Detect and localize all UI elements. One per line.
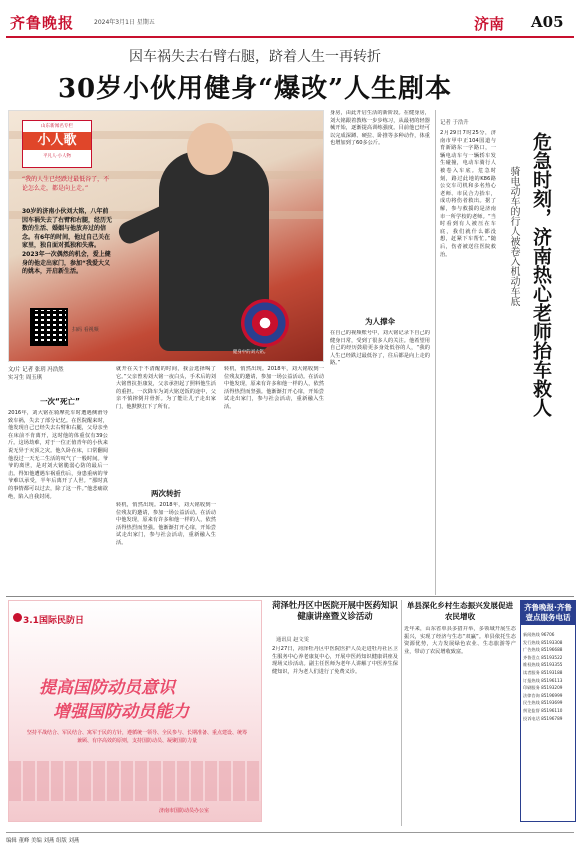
main-column-3b: 转机，悄然出现。2018年，刘大铭收到一位残友的邀请，参加一场公益活动。在活动中他发现，原来有许多和他一样的人，依然活得热烈而坚强。他渐渐打开心扉，开始尝试走出家门，参与社会活动，重新融入生活。 — [224, 366, 324, 410]
right-byline: 记者 于浩升 — [440, 120, 469, 126]
service-item: 民生热线 85193699 — [523, 700, 563, 706]
service-item: 齐鲁壹点 85193522 — [523, 654, 563, 660]
masthead — [6, 4, 574, 38]
main-byline: 文/片 记者 张玥 冯浩然 实习生 周玉琪 — [8, 367, 64, 381]
service-phone-list — [523, 631, 575, 722]
badge-subtitle: 平凡人·小人物 — [43, 154, 71, 159]
newspaper-logo: 齐鲁晚报 — [10, 14, 75, 32]
mid-column-text: 2月27日，菏泽牡丹区中医院医护人员走进牡丹社区卫生服务中心养老康复中心，开展中医药知识健康讲座及现场义诊活动。副主任医师为老年人讲解了中医养生保健知识，并为老人们进行了免费义诊。 — [272, 646, 398, 675]
service-phone-box — [520, 600, 576, 822]
service-item: 发行热线 85193308 — [523, 639, 563, 645]
main-column-1: 2016年，刘大铭在骑摩托车时遭遇侧滑导致车祸，失去了部分记忆。在医院醒来时，他发现自己已经失去右臂和右腿，父母亲坐在床前不肯离开，这时他的体重仅有39公斤。这场劫难，对于一位正值青年的小伙来说无异于灭顶之灾。他久卧在床，口常翻阅他没过一天无二生活的叹气了一般时间。爷爷的离世，是对刘大铭脆弱心防的最后一击。得知他遭遇车祸重伤后，身患重病的爷爷难以承受，半年后离开了人世。“那时真的事情都可以过去，除了这一件。”他悲痛欲绝，陷入自我封闭。 — [8, 410, 108, 500]
service-item: 广告热线 85196688 — [523, 647, 563, 653]
right-headline: 危急时刻，济南热心老师抬车救人 — [530, 132, 552, 417]
qr-code-icon[interactable] — [30, 308, 68, 346]
civil-defense-ad — [8, 600, 262, 822]
subhead-turning-points: 两次转折 — [151, 489, 181, 498]
column-divider — [401, 600, 402, 826]
page-footer: 编辑 董峰 美编 刘燕 组版 刘燕 — [6, 832, 574, 844]
dumbbell-plate-icon — [241, 299, 289, 347]
service-item: 投诉电话 85196789 — [523, 715, 563, 721]
ad-body: 坚持平战结合、军民结合、寓军于民的方针，遵循统一领导、全民参与、长期准备、重点建设、统筹兼顾、有序高效的原则，支持国防动员、凝聚国防力量 — [27, 730, 248, 744]
ad-slogan-1: 提高国防动员意识 — [39, 678, 175, 698]
main-column-4: 身房，由此开启生活的新阶段。在健身房，刘大铭跟着教练一步步练习，从最初的轻器械开始，逐渐提高训练强度。目前他已经可以完成深蹲、硬拉、卧推等多种动作，体重也增加到了60多公斤。 — [330, 110, 430, 147]
main-column-2: 就开在关于不清醒的时间，我会选择喝了它。”父亲曾劝刘大铭一夜白头，手术后的刘大铭曾抗拒康复，父亲承担起了照料他生活的重担。一次降车为刘大铭送饭的途中，父亲不慎摔倒并骨折。为了能让儿子走出家门，他默默扛下了所有。 — [116, 366, 216, 410]
pull-quote: “我的人生已经跌过最低谷了，不论怎么走，都是向上走。” — [22, 176, 110, 192]
ad-slogan-2: 增强国防动员能力 — [53, 702, 189, 722]
main-column-5: 在自己的视频账号中，刘大铭记录下自己的健身日常，受到了很多人的关注。他希望用自己的经历鼓励更多身处低谷的人，“我的人生已经跌过最低谷了，往后都是向上走的路。” — [330, 330, 430, 367]
service-item: 印刷服务 85193209 — [523, 685, 563, 691]
side-column-text: 近年来，山东省单县多措并举，多领域开展生态振兴，实现了经济与生态“双赢”。单县依托生态资源优势，大力发展绿色农业、生态旅游等产业，带动了农民增收致富。 — [404, 626, 516, 655]
service-item: 舆论监督 85196110 — [523, 707, 563, 713]
side-headline: 单县深化乡村生态振兴发展促进农民增收 — [406, 601, 514, 621]
section-name: 济南 — [474, 15, 505, 33]
service-box-title: 齐鲁晚报·齐鲁壹点服务电话 — [521, 601, 575, 625]
right-column-text: 2月29日7时25分，济南市甲中正104国道与育新路东一字路口，一辆电动车与一辆轿车发生碰撞，电动车骑行人被卷入车底。危急时刻，路过此地的K86路公交车司机和多名热心老师、市民合力抬车，成功将伤者救出。据了解，参与救援的是济南市一所学校的老师。“当时看到有人被压在车底，我们就什么都没想，赶紧下车帮忙。”随后，伤者被送往医院救治。 — [440, 130, 496, 258]
service-item: 读者服务 85193188 — [523, 669, 563, 675]
photo-person-head — [187, 123, 233, 175]
page-number: A05 — [531, 13, 564, 31]
main-kicker: 因车祸失去右臂右腿，跻着人生一再转折 — [129, 49, 381, 65]
qr-label: 扫码 看视频 — [72, 327, 99, 333]
column-badge — [22, 120, 92, 168]
section-divider — [6, 596, 574, 597]
service-item: 维权热线 85193355 — [523, 662, 563, 668]
subhead-umbrella: 为人撑伞 — [365, 317, 395, 326]
badge-title: 小人歌 — [23, 132, 91, 150]
mid-headline: 菏泽牡丹区中医院开展中医药知识健康讲座暨义诊活动 — [272, 600, 398, 621]
ad-dot-icon — [13, 613, 22, 622]
badge-top-label: 山东新闻名专栏 — [40, 124, 74, 129]
service-item: 订报热线 85196113 — [523, 677, 563, 683]
subhead-death: 一次“死亡” — [40, 397, 80, 406]
right-subheadline: 骑电动车的行人被卷入机动车底 — [508, 166, 519, 306]
ad-signature: 济南市国防动员办公室 — [159, 808, 210, 814]
ad-tag: 3.1国际民防日 — [23, 616, 84, 626]
great-wall-graphic — [9, 761, 261, 801]
service-item: 新闻热线 96706 — [523, 632, 555, 637]
mid-byline: 通讯员 赵文雯 — [276, 637, 309, 643]
service-item: 法律咨询 85196999 — [523, 692, 563, 698]
main-column-3: 转机，悄然出现。2018年，刘大铭收到一位残友的邀请，参加一场公益活动。在活动中他发现，原来有许多和他一样的人，依然活得热烈而坚强。他渐渐打开心扉，开始尝试走出家门，参与社会活动，重新融入生活。 — [116, 502, 216, 546]
main-headline: 30岁小伙用健身“爆改”人生剧本 — [57, 74, 453, 104]
photo-caption: 健身中的刘大铭。 — [233, 350, 269, 355]
column-divider — [435, 110, 436, 595]
story-intro: 30岁的济南小伙刘大铭，八年前因车祸失去了右臂和右腿，经历无数的生活、婚姻与他放弃过的信念。有6年的时间，他过自己关在家里，独自面对孤独和失落。2023年一次偶然的机会，爱上健身的他走出家门，参加“我爱大义的姚本，开启新生活。 — [22, 208, 113, 276]
issue-date: 2024年3月1日 星期五 — [94, 19, 155, 26]
